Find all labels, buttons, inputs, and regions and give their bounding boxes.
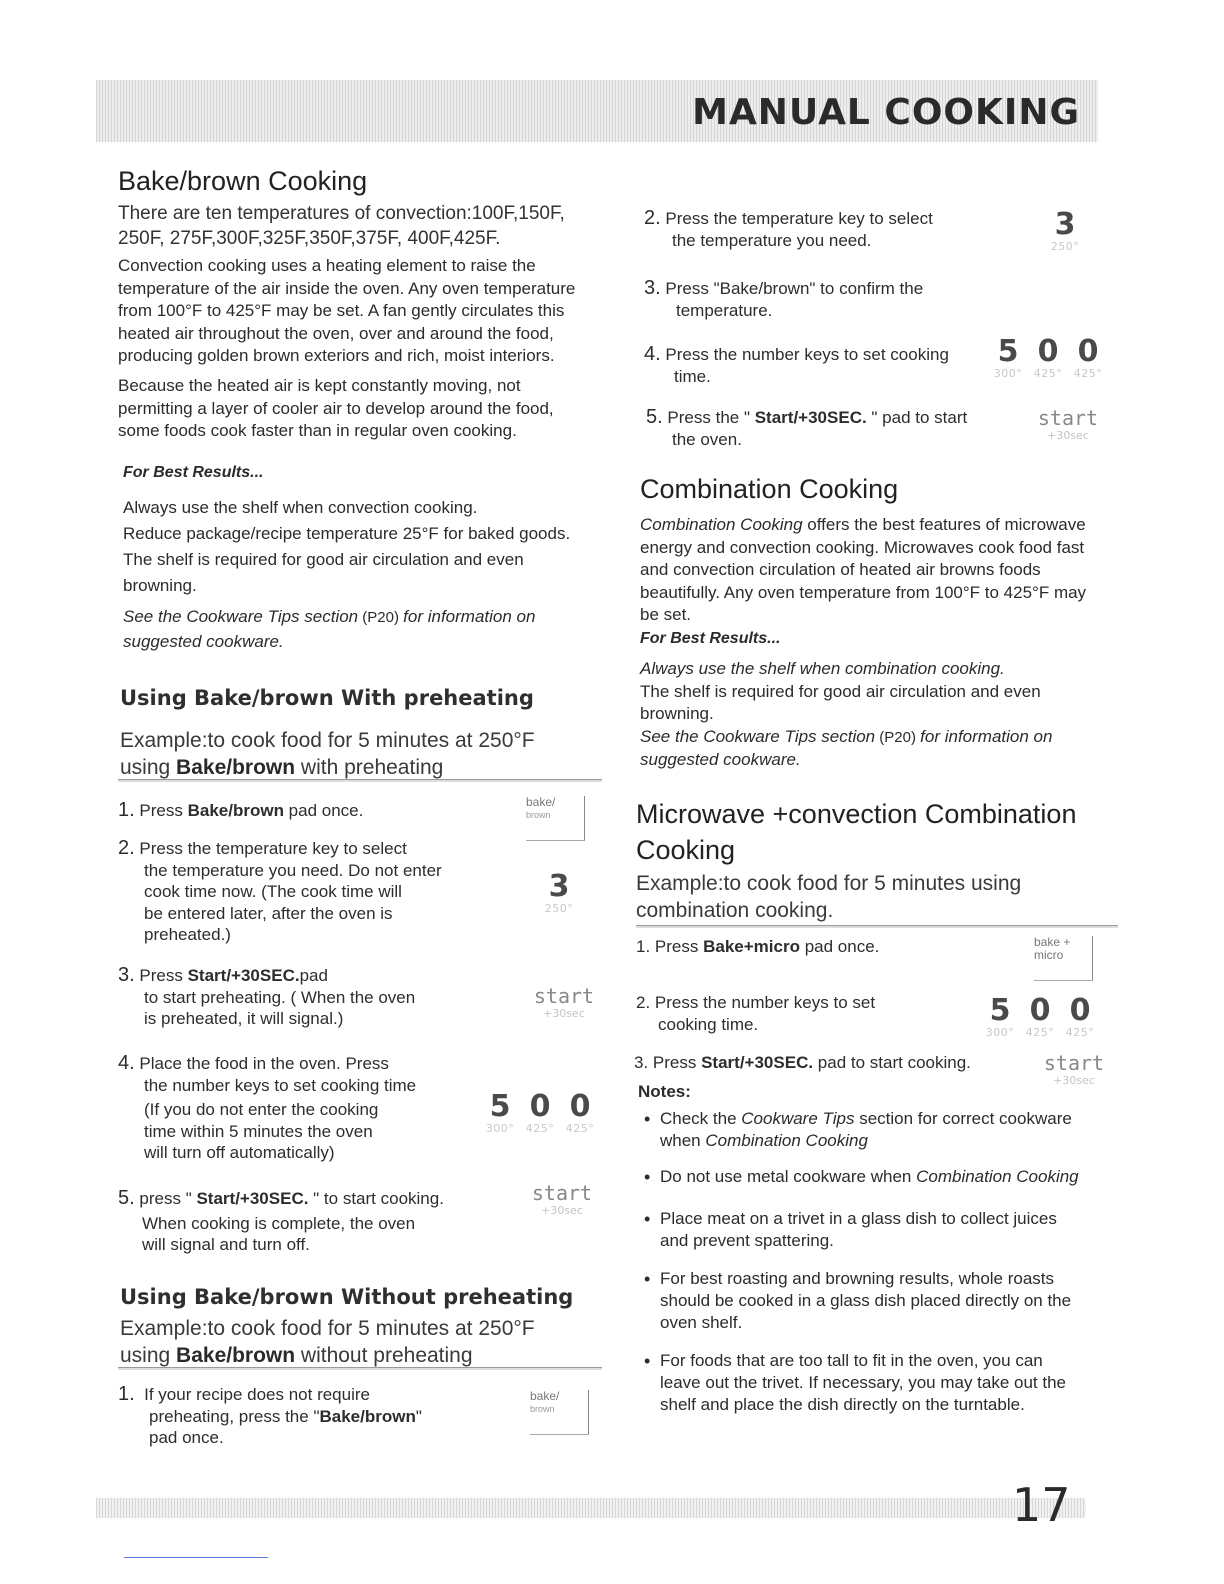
display-start: start [531,1181,593,1205]
note-italic: Combination Cooking [705,1131,868,1150]
display-digit: 0 [1069,993,1091,1028]
note-italic: Combination Cooking [916,1167,1079,1186]
step-text: Press the number keys to set cooking [665,345,949,364]
display-sub: 300° [993,367,1023,380]
step-number: 1. [118,1383,135,1405]
title-line: Microwave +convection Combination [636,799,1077,829]
text-line: producing golden brown exteriors and rich, moist interiors. [118,346,555,365]
tip-line: browning. [640,704,714,723]
example-without-preheating [120,1315,610,1369]
right-step-3 [644,278,1004,321]
display-sub: 300° [485,1122,515,1135]
display-digit: 0 [1029,993,1051,1028]
display-sub: 425° [1033,367,1063,380]
note-item [638,1166,1118,1188]
step-text: be entered later, after the oven is [144,903,393,923]
text-line: be set. [640,605,692,624]
step-text: to start preheating. ( When the oven [144,987,416,1007]
display-digit: 0 [529,1089,551,1124]
pad-label: brown [526,810,551,820]
divider [118,1367,602,1370]
example-text: using [120,756,177,779]
time-display [988,334,1108,380]
step-text: Press [650,937,704,956]
note-text: • For best roasting and browning results, whole roasts [660,1269,1055,1288]
note-text: oven shelf. [660,1313,743,1332]
display-sub: 425° [565,1122,595,1135]
step-5 [118,1188,518,1256]
step-bold: Bake/brown [187,801,284,820]
step-1-no-preheat [118,1384,498,1449]
example-line: combination cooking. [636,899,834,922]
display-digit: 3 [548,869,570,904]
step-bold: Start/+30SEC. [196,1189,309,1208]
step-text: " to start cooking. [308,1189,444,1208]
section-title-combination: Combination Cooking [640,474,899,504]
bake-brown-pad-icon [530,1390,589,1435]
note-text: shelf and place the dish directly on the turntable. [660,1395,1025,1414]
right-step-5 [646,407,1026,450]
example-bold: Bake/brown [176,756,296,779]
example-combination [636,870,1116,924]
step-bold: Start/+30SEC. [187,966,300,985]
step-text: Press the " [667,408,755,427]
step-text: Press the temperature key to select [665,209,933,228]
step-text: will turn off automatically) [144,1143,335,1162]
display-digit: 3 [1054,207,1076,242]
step-text: If your recipe does not require [144,1385,370,1404]
footer-link-line [124,1557,268,1558]
step-text: When cooking is complete, the oven [142,1213,416,1233]
step-text: temperature. [676,300,773,320]
right-step-2 [644,208,1004,251]
example-line: Example:to cook food for 5 minutes at 250°F [120,729,535,752]
step-text: cooking time. [658,1014,759,1034]
note-item [638,1108,1118,1152]
pad-label: brown [530,1404,555,1414]
text-line: heated air throughout the oven, over and around the food, [118,323,554,343]
display-digit: 5 [997,334,1019,369]
note-item [638,1350,1118,1416]
tip-line: Always use the shelf when convection cooking. [123,498,478,517]
note-text: • Place meat on a trivet in a glass dish to collect juices [660,1209,1057,1228]
start-display [530,985,598,1020]
example-text: with preheating [295,756,444,779]
note-text: should be cooked in a glass dish placed directly on the [660,1291,1072,1310]
display-start: start [1037,406,1099,430]
example-bold: Bake/brown [176,1344,296,1367]
bake-micro-pad-icon [1034,936,1093,981]
step-text: the temperature you need. Do not enter [144,860,442,880]
step-2 [118,838,498,946]
step-text: pad once. [283,801,364,820]
step-text: (If you do not enter the cooking [144,1100,379,1119]
right-step-4 [644,344,1004,387]
step-number: 2. [636,993,651,1012]
text-line: energy and convection cooking. Microwaves cook food fast [640,537,1085,557]
display-sub: +30sec [541,1204,583,1217]
footer-bar [96,1498,1086,1518]
page-number: 17 [1012,1478,1071,1532]
example-text: using [120,1344,177,1367]
display-sub: 250° [544,902,574,915]
intro-text [118,201,618,251]
step-text: pad to start cooking. [813,1053,971,1072]
time-display [980,993,1100,1039]
example-text: without preheating [295,1344,473,1367]
header-banner [96,80,1098,142]
step-number: 1. [118,799,135,821]
step-3 [118,965,498,1030]
heading-without-preheating: Using Bake/brown Without preheating [120,1285,574,1309]
display-sub: +30sec [543,1007,585,1020]
note-text: Do not use metal cookware when [660,1167,917,1186]
display-digit: 5 [989,993,1011,1028]
step-number: 2. [644,207,661,229]
text: offers the best features of microwave [802,515,1086,534]
note-text: Check the [660,1109,742,1128]
step-1 [118,800,498,822]
step-text: " [415,1406,422,1426]
start-display [1034,407,1102,442]
divider [636,925,1118,928]
display-sub: 425° [525,1122,555,1135]
intro-line: There are ten temperatures of convection:100F,150F, [118,203,565,224]
step-text: pad once. [149,1428,224,1447]
combination-tips [640,658,1120,772]
tip-line: Always use the shelf when combination cooking. [640,659,1005,678]
pad-label: bake/ [526,795,556,809]
notes-list [638,1108,1118,1430]
step-text: Press [648,1053,702,1072]
text-line: some foods cook faster than in regular oven cooking. [118,421,517,440]
step-text: Press "Bake/brown" to confirm the [665,279,924,298]
step-text: will signal and turn off. [142,1235,310,1254]
start-display [528,1182,596,1217]
text-line: and convection circulation of heated air browns foods [640,560,1041,579]
step-number: 5. [118,1187,135,1209]
step-bold: Bake/brown [319,1406,416,1426]
step-text: Press the number keys to set [650,993,876,1012]
micro-step-1 [636,936,996,958]
step-number: 1. [636,937,651,956]
text-line: beautifully. Any oven temperature from 100°F to 425°F may [640,582,1087,602]
step-4 [118,1053,498,1164]
heading-with-preheating: Using Bake/brown With preheating [120,686,534,710]
display-sub: +30sec [1053,1074,1095,1087]
tip-line: The shelf is required for good air circulation and even [640,681,1041,701]
example-line: Example:to cook food for 5 minutes at 250°F [120,1317,535,1340]
example-line: Example:to cook food for 5 minutes using [636,872,1022,895]
step-number: 5. [646,406,663,428]
step-text: the number keys to set cooking time [144,1075,417,1095]
step-text: the oven. [672,429,742,449]
display-sub: 425° [1073,367,1103,380]
step-text: pad [299,966,328,985]
see-text: See the Cookware Tips section [123,607,359,626]
divider [118,779,602,782]
tip-line: browning. [123,576,197,595]
paragraph-convection [118,255,618,368]
display-sub: 250° [1050,240,1080,253]
page-ref: (P20) [358,609,404,626]
display-sub: 425° [1065,1026,1095,1039]
step-number: 3. [118,964,135,986]
step-bold: Start/+30SEC. [754,408,867,427]
temp-display [530,869,588,915]
temp-display [1040,207,1090,253]
step-text: time within 5 minutes the oven [144,1121,373,1141]
step-number: 4. [118,1052,135,1074]
intro-line: 250F, 275F,300F,325F,350F,375F, 400F,425F. [118,228,501,249]
step-text: cook time now. (The cook time will [144,882,402,901]
micro-step-3 [634,1052,1054,1074]
note-text: section for correct cookware [854,1109,1072,1128]
page-title: MANUAL COOKING [692,92,1080,133]
step-text: " pad to start [866,408,968,427]
display-sub: +30sec [1047,429,1089,442]
pad-label: bake/ [530,1389,560,1403]
note-text: • For foods that are too tall to fit in the oven, you can [660,1351,1043,1370]
step-text: time. [674,366,711,386]
step-text: Press [134,801,188,820]
paragraph-combination [640,514,1120,627]
page-ref: (P20) [875,728,921,746]
tip-line: The shelf is required for good air circulation and even [123,550,524,569]
tips-list [123,495,623,599]
note-text: leave out the trivet. If necessary, you may take out the [660,1373,1067,1392]
see-text: for information on [920,726,1053,746]
see-text: See the Cookware Tips section [640,726,876,746]
step-number: 2. [118,837,135,859]
step-text: is preheated, it will signal.) [144,1009,344,1028]
step-number: 3. [634,1053,649,1072]
text-line: from 100°F to 425°F may be set. A fan gently circulates this [118,301,565,320]
see-text: for information on [403,607,536,626]
best-results-label: For Best Results... [123,464,264,481]
bake-brown-pad-icon [526,796,585,841]
title-line: Cooking [636,835,736,865]
tip-line: Reduce package/recipe temperature 25°F for baked goods. [123,524,571,543]
note-italic: Cookware Tips [741,1109,855,1128]
note-text: and prevent spattering. [660,1231,834,1250]
display-sub: 300° [985,1026,1015,1039]
display-start: start [1043,1051,1105,1075]
section-title-bake-brown: Bake/brown Cooking [118,166,368,196]
step-text: the temperature you need. [672,230,872,250]
step-bold: Bake+micro [703,937,800,956]
text-line: Convection cooking uses a heating element to raise the [118,256,536,275]
start-display [1040,1052,1108,1087]
step-text: press " [134,1189,197,1208]
step-text: Place the food in the oven. Press [134,1054,389,1073]
step-text: preheated.) [144,925,231,944]
see-cookware-tips [123,605,623,654]
notes-label: Notes: [638,1082,691,1101]
step-text: pad once. [799,937,880,956]
note-text: when [660,1131,706,1150]
note-item [638,1208,1118,1252]
paragraph-heated-air [118,375,618,443]
step-text: Press [134,966,188,985]
pad-label: bake + [1034,935,1071,949]
note-item [638,1268,1118,1334]
time-display [480,1089,600,1135]
micro-step-2 [636,992,996,1035]
pad-label: micro [1034,948,1064,962]
display-digit: 0 [569,1089,591,1124]
see-text: suggested cookware. [640,750,801,769]
display-digit: 0 [1037,334,1059,369]
text-line: permitting a layer of cooler air to develop around the food, [118,398,554,418]
display-sub: 425° [1025,1026,1055,1039]
step-bold: Start/+30SEC. [701,1053,814,1072]
section-title-microwave-convection [636,796,1126,868]
display-digit: 0 [1077,334,1099,369]
display-digit: 5 [489,1089,511,1124]
see-text: suggested cookware. [123,632,284,651]
step-number: 4. [644,343,661,365]
display-start: start [533,984,595,1008]
step-text: Press the temperature key to select [134,839,407,858]
example-with-preheating [120,727,610,781]
step-text: preheating, press the " [149,1406,320,1426]
step-number: 3. [644,277,661,299]
text-line: temperature of the air inside the oven. Any oven temperature [118,278,576,298]
text-line: Because the heated air is kept constantly moving, not [118,376,521,395]
best-results-label: For Best Results... [640,630,781,647]
italic-text: Combination Cooking [640,515,803,534]
